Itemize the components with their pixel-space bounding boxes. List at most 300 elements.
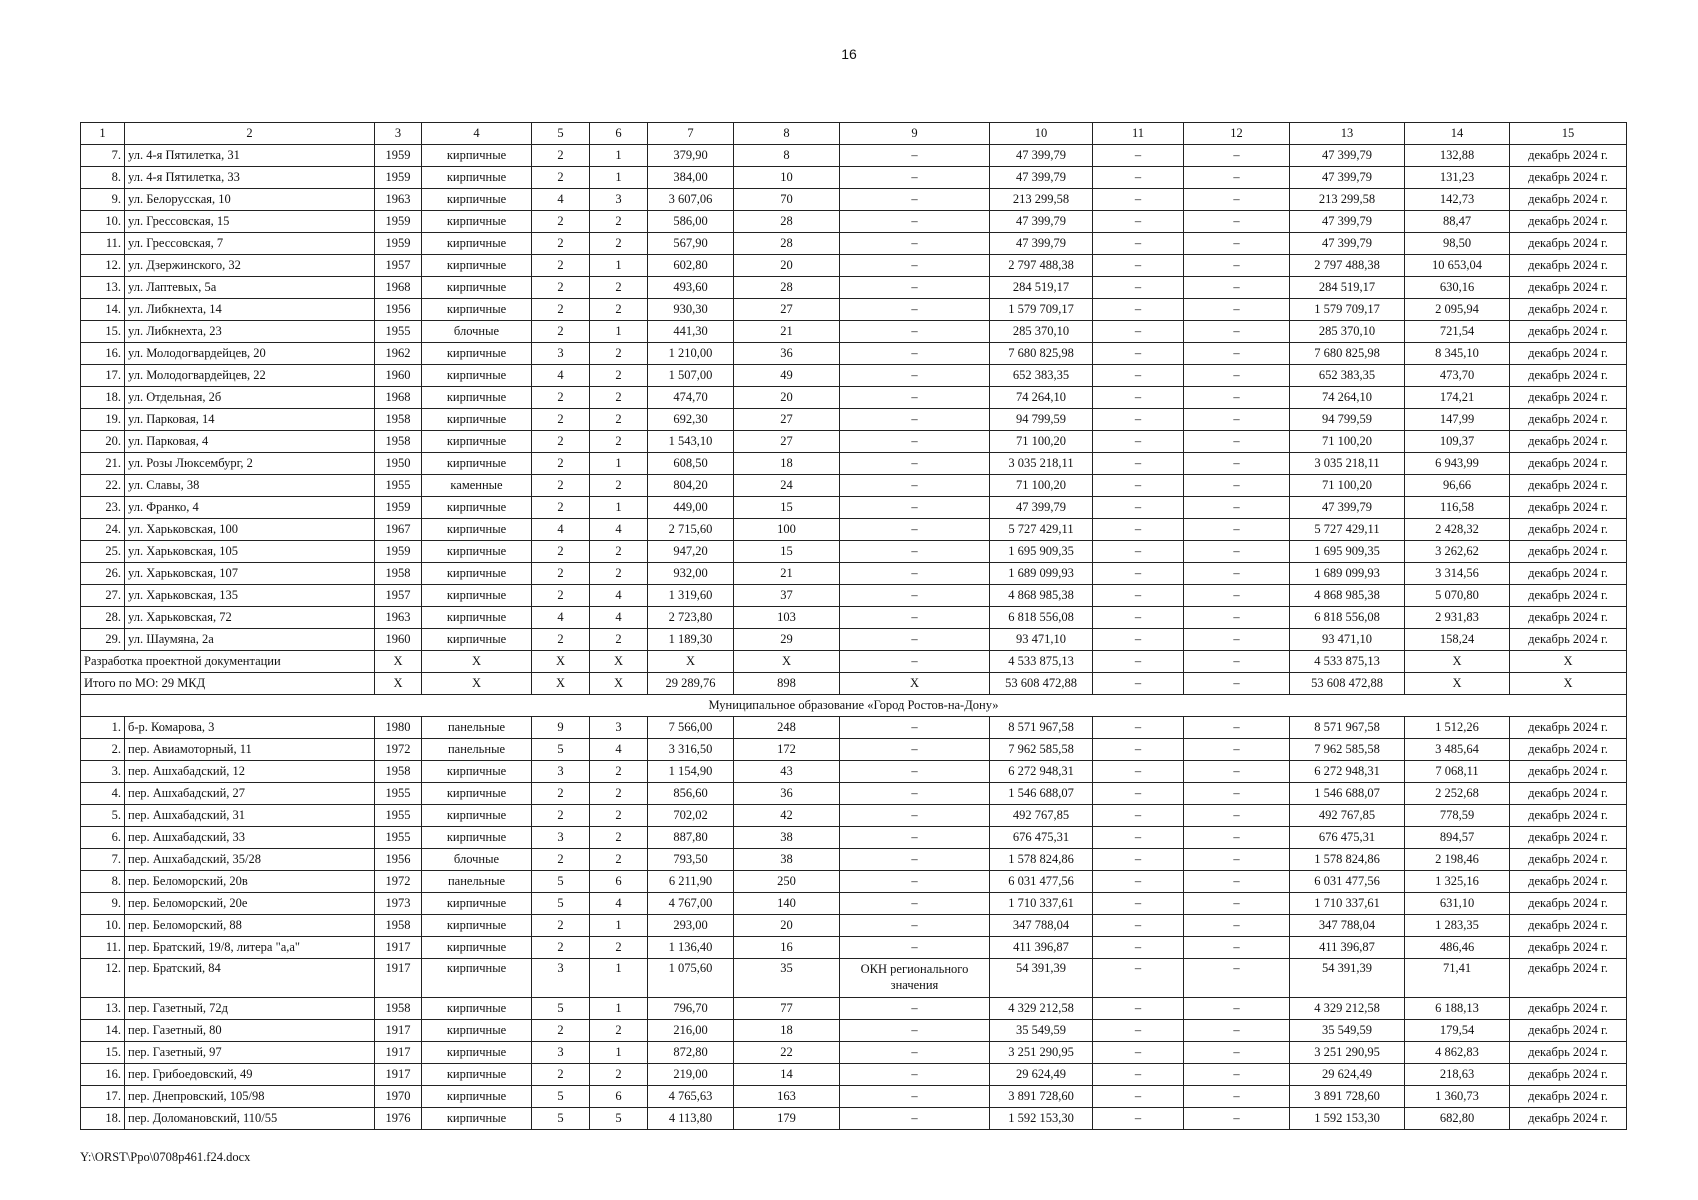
- table-cell: декабрь 2024 г.: [1510, 1020, 1627, 1042]
- table-cell: –: [1184, 805, 1290, 827]
- table-cell: 16.: [81, 343, 125, 365]
- table-cell: X: [590, 673, 648, 695]
- table-cell: 1960: [375, 365, 422, 387]
- table-cell: –: [840, 761, 990, 783]
- table-row: [81, 1086, 1627, 1108]
- table-cell: –: [1184, 871, 1290, 893]
- table-cell: 1 592 153,30: [990, 1108, 1093, 1130]
- column-header: 9: [840, 123, 990, 145]
- table-cell: 213 299,58: [1290, 189, 1405, 211]
- table-cell: 284 519,17: [1290, 277, 1405, 299]
- table-row: [81, 1064, 1627, 1086]
- table-cell: 1959: [375, 145, 422, 167]
- table-cell: 38: [734, 849, 840, 871]
- table-cell: 1956: [375, 849, 422, 871]
- table-cell: 16: [734, 937, 840, 959]
- table-cell: –: [1093, 189, 1184, 211]
- address-cell: пер. Ашхабадский, 35/28: [125, 849, 375, 871]
- table-cell: 3 035 218,11: [1290, 453, 1405, 475]
- table-cell: 285 370,10: [1290, 321, 1405, 343]
- table-cell: –: [1184, 915, 1290, 937]
- table-cell: –: [1093, 651, 1184, 673]
- table-cell: 3 607,06: [648, 189, 734, 211]
- table-cell: 2.: [81, 739, 125, 761]
- table-cell: 1 507,00: [648, 365, 734, 387]
- table-cell: 17.: [81, 365, 125, 387]
- table-cell: 2: [532, 783, 590, 805]
- table-cell: 219,00: [648, 1064, 734, 1086]
- address-cell: ул. Белорусская, 10: [125, 189, 375, 211]
- table-cell: 19.: [81, 409, 125, 431]
- table-cell: 47 399,79: [990, 145, 1093, 167]
- section-title: Муниципальное образование «Город Ростов-на-Дону»: [81, 695, 1627, 717]
- address-cell: ул. Харьковская, 100: [125, 519, 375, 541]
- table-cell: –: [840, 255, 990, 277]
- table-cell: 4: [590, 585, 648, 607]
- table-cell: 1959: [375, 167, 422, 189]
- table-cell: блочные: [422, 321, 532, 343]
- table-cell: –: [840, 497, 990, 519]
- table-cell: 1 154,90: [648, 761, 734, 783]
- table-cell: 96,66: [1405, 475, 1510, 497]
- table-cell: 4 868 985,38: [1290, 585, 1405, 607]
- table-cell: 116,58: [1405, 497, 1510, 519]
- table-row: [81, 409, 1627, 431]
- address-cell: пер. Газетный, 80: [125, 1020, 375, 1042]
- table-cell: 8.: [81, 167, 125, 189]
- table-cell: 29 624,49: [1290, 1064, 1405, 1086]
- table-row: [81, 541, 1627, 563]
- table-cell: 47 399,79: [990, 497, 1093, 519]
- table-cell: кирпичные: [422, 145, 532, 167]
- table-cell: 449,00: [648, 497, 734, 519]
- table-cell: –: [1184, 409, 1290, 431]
- table-cell: X: [1510, 673, 1627, 695]
- table-cell: 88,47: [1405, 211, 1510, 233]
- table-cell: –: [1184, 497, 1290, 519]
- table-cell: –: [1184, 365, 1290, 387]
- table-cell: –: [1184, 998, 1290, 1020]
- table-cell: –: [1093, 255, 1184, 277]
- table-cell: 1955: [375, 475, 422, 497]
- table-cell: –: [1184, 453, 1290, 475]
- table-cell: кирпичные: [422, 783, 532, 805]
- table-cell: 2: [590, 343, 648, 365]
- table-cell: 682,80: [1405, 1108, 1510, 1130]
- table-cell: 631,10: [1405, 893, 1510, 915]
- table-cell: 2: [532, 277, 590, 299]
- table-cell: –: [1093, 277, 1184, 299]
- table-cell: 27: [734, 409, 840, 431]
- table-cell: 47 399,79: [990, 233, 1093, 255]
- table-cell: 702,02: [648, 805, 734, 827]
- table-cell: 1 695 909,35: [1290, 541, 1405, 563]
- table-cell: 23.: [81, 497, 125, 519]
- table-cell: 7.: [81, 849, 125, 871]
- table-cell: –: [1093, 1064, 1184, 1086]
- address-cell: ул. Шаумяна, 2а: [125, 629, 375, 651]
- table-cell: декабрь 2024 г.: [1510, 211, 1627, 233]
- table-cell: 7.: [81, 145, 125, 167]
- address-cell: ул. Дзержинского, 32: [125, 255, 375, 277]
- table-cell: 10: [734, 167, 840, 189]
- table-cell: 98,50: [1405, 233, 1510, 255]
- table-cell: декабрь 2024 г.: [1510, 805, 1627, 827]
- address-cell: пер. Братский, 19/8, литера "а,а": [125, 937, 375, 959]
- table-cell: 2: [590, 629, 648, 651]
- table-cell: –: [1184, 959, 1290, 998]
- table-cell: 1: [590, 167, 648, 189]
- table-cell: 4 765,63: [648, 1086, 734, 1108]
- table-cell: 486,46: [1405, 937, 1510, 959]
- table-cell: 10 653,04: [1405, 255, 1510, 277]
- table-cell: декабрь 2024 г.: [1510, 629, 1627, 651]
- address-cell: пер. Беломорский, 20в: [125, 871, 375, 893]
- table-cell: 630,16: [1405, 277, 1510, 299]
- table-cell: декабрь 2024 г.: [1510, 167, 1627, 189]
- heritage-note-cell: ОКН регионального значения: [840, 959, 990, 998]
- table-cell: панельные: [422, 871, 532, 893]
- table-cell: –: [840, 915, 990, 937]
- table-cell: 1958: [375, 998, 422, 1020]
- address-cell: ул. Либкнехта, 14: [125, 299, 375, 321]
- table-cell: 27.: [81, 585, 125, 607]
- table-cell: –: [1184, 783, 1290, 805]
- table-cell: 2: [590, 1064, 648, 1086]
- table-cell: 2: [532, 497, 590, 519]
- table-cell: –: [1093, 849, 1184, 871]
- column-header: 2: [125, 123, 375, 145]
- table-row: [81, 761, 1627, 783]
- table-cell: 1: [590, 998, 648, 1020]
- section-row: [81, 695, 1627, 717]
- table-cell: 2: [532, 167, 590, 189]
- table-cell: –: [840, 1108, 990, 1130]
- table-row: [81, 343, 1627, 365]
- table-cell: 163: [734, 1086, 840, 1108]
- table-cell: 1 695 909,35: [990, 541, 1093, 563]
- address-cell: ул. Молодогвардейцев, 22: [125, 365, 375, 387]
- table-cell: –: [840, 475, 990, 497]
- table-cell: –: [840, 387, 990, 409]
- table-cell: –: [840, 189, 990, 211]
- table-cell: кирпичные: [422, 255, 532, 277]
- table-header: [81, 123, 1627, 145]
- table-cell: 71 100,20: [1290, 475, 1405, 497]
- table-cell: –: [1093, 431, 1184, 453]
- table-cell: 47 399,79: [1290, 167, 1405, 189]
- table-cell: 652 383,35: [1290, 365, 1405, 387]
- table-cell: 2: [532, 849, 590, 871]
- table-cell: кирпичные: [422, 959, 532, 998]
- table-cell: –: [840, 805, 990, 827]
- footer-file-path: Y:\ORST\Ppo\0708p461.f24.docx: [80, 1150, 251, 1164]
- table-cell: –: [840, 871, 990, 893]
- table-cell: 93 471,10: [990, 629, 1093, 651]
- table-cell: 6 943,99: [1405, 453, 1510, 475]
- table-cell: 179: [734, 1108, 840, 1130]
- table-cell: кирпичные: [422, 607, 532, 629]
- table-cell: 6: [590, 1086, 648, 1108]
- table-cell: 2: [590, 387, 648, 409]
- table-cell: 140: [734, 893, 840, 915]
- table-cell: 1958: [375, 563, 422, 585]
- table-cell: панельные: [422, 739, 532, 761]
- table-cell: –: [840, 1064, 990, 1086]
- table-cell: –: [1184, 167, 1290, 189]
- table-cell: 2 198,46: [1405, 849, 1510, 871]
- table-cell: кирпичные: [422, 167, 532, 189]
- address-cell: ул. Парковая, 4: [125, 431, 375, 453]
- total-row: [81, 673, 1627, 695]
- table-cell: 4 533 875,13: [1290, 651, 1405, 673]
- table-cell: 4: [590, 519, 648, 541]
- table-cell: 2 428,32: [1405, 519, 1510, 541]
- table-cell: декабрь 2024 г.: [1510, 365, 1627, 387]
- table-cell: –: [1184, 563, 1290, 585]
- table-cell: 1917: [375, 1020, 422, 1042]
- table-row: [81, 893, 1627, 915]
- table-cell: 94 799,59: [990, 409, 1093, 431]
- table-cell: кирпичные: [422, 893, 532, 915]
- table-row: [81, 915, 1627, 937]
- table-cell: –: [1184, 585, 1290, 607]
- table-cell: 2: [532, 431, 590, 453]
- table-cell: 2: [532, 145, 590, 167]
- table-cell: –: [840, 783, 990, 805]
- table-cell: 1 283,35: [1405, 915, 1510, 937]
- table-cell: декабрь 2024 г.: [1510, 585, 1627, 607]
- table-cell: кирпичные: [422, 409, 532, 431]
- table-cell: –: [840, 453, 990, 475]
- address-cell: пер. Авиамоторный, 11: [125, 739, 375, 761]
- table-cell: декабрь 2024 г.: [1510, 915, 1627, 937]
- table-cell: –: [1093, 145, 1184, 167]
- table-cell: 54 391,39: [990, 959, 1093, 998]
- table-cell: –: [840, 651, 990, 673]
- table-cell: 1967: [375, 519, 422, 541]
- address-cell: пер. Газетный, 97: [125, 1042, 375, 1064]
- table-cell: 1972: [375, 739, 422, 761]
- table-cell: декабрь 2024 г.: [1510, 541, 1627, 563]
- table-cell: 22.: [81, 475, 125, 497]
- address-cell: ул. Отдельная, 2б: [125, 387, 375, 409]
- table-cell: 3 316,50: [648, 739, 734, 761]
- table-cell: 1 136,40: [648, 937, 734, 959]
- table-row: [81, 431, 1627, 453]
- table-cell: –: [1184, 937, 1290, 959]
- table-cell: 5: [532, 998, 590, 1020]
- table-cell: 1959: [375, 233, 422, 255]
- table-cell: –: [840, 563, 990, 585]
- table-cell: 77: [734, 998, 840, 1020]
- table-row: [81, 937, 1627, 959]
- table-cell: –: [840, 541, 990, 563]
- table-cell: кирпичные: [422, 365, 532, 387]
- table-cell: –: [1093, 717, 1184, 739]
- table-cell: 3 262,62: [1405, 541, 1510, 563]
- table-cell: X: [1405, 651, 1510, 673]
- table-row: [81, 739, 1627, 761]
- table-cell: 22: [734, 1042, 840, 1064]
- table-cell: 53 608 472,88: [990, 673, 1093, 695]
- table-cell: –: [1184, 1064, 1290, 1086]
- table-cell: 1: [590, 145, 648, 167]
- table-cell: 778,59: [1405, 805, 1510, 827]
- table-cell: 4 767,00: [648, 893, 734, 915]
- table-cell: X: [532, 651, 590, 673]
- table-cell: 1962: [375, 343, 422, 365]
- table-cell: 5: [532, 1086, 590, 1108]
- table-cell: декабрь 2024 г.: [1510, 893, 1627, 915]
- table-cell: –: [1184, 893, 1290, 915]
- table-cell: 2 723,80: [648, 607, 734, 629]
- table-cell: 213 299,58: [990, 189, 1093, 211]
- table-cell: –: [1093, 299, 1184, 321]
- table-cell: –: [1093, 893, 1184, 915]
- table-cell: 411 396,87: [1290, 937, 1405, 959]
- table-cell: 796,70: [648, 998, 734, 1020]
- table-cell: декабрь 2024 г.: [1510, 189, 1627, 211]
- table-cell: 2: [532, 475, 590, 497]
- table-cell: –: [1184, 299, 1290, 321]
- table-cell: –: [840, 1086, 990, 1108]
- table-cell: 3: [532, 827, 590, 849]
- table-cell: –: [1093, 998, 1184, 1020]
- table-cell: 2 797 488,38: [990, 255, 1093, 277]
- table-cell: 70: [734, 189, 840, 211]
- table-cell: 8 571 967,58: [1290, 717, 1405, 739]
- table-cell: 602,80: [648, 255, 734, 277]
- table-cell: 6 818 556,08: [990, 607, 1093, 629]
- table-cell: 856,60: [648, 783, 734, 805]
- table-cell: кирпичные: [422, 563, 532, 585]
- table-cell: 2: [590, 783, 648, 805]
- table-cell: 652 383,35: [990, 365, 1093, 387]
- table-cell: –: [1093, 1020, 1184, 1042]
- table-row: [81, 585, 1627, 607]
- table-row: [81, 1108, 1627, 1130]
- table-cell: –: [1184, 387, 1290, 409]
- table-cell: 2: [590, 563, 648, 585]
- column-header: 12: [1184, 123, 1290, 145]
- table-cell: –: [1093, 1108, 1184, 1130]
- table-cell: 6 272 948,31: [990, 761, 1093, 783]
- table-cell: 1 689 099,93: [990, 563, 1093, 585]
- table-cell: 608,50: [648, 453, 734, 475]
- table-cell: 8 345,10: [1405, 343, 1510, 365]
- table-cell: 158,24: [1405, 629, 1510, 651]
- table-cell: декабрь 2024 г.: [1510, 475, 1627, 497]
- table-cell: X: [375, 673, 422, 695]
- table-cell: X: [590, 651, 648, 673]
- table-cell: –: [1184, 431, 1290, 453]
- table-cell: –: [1093, 915, 1184, 937]
- table-cell: 4 868 985,38: [990, 585, 1093, 607]
- table-cell: 2: [590, 937, 648, 959]
- table-cell: –: [1093, 783, 1184, 805]
- table-cell: 18.: [81, 387, 125, 409]
- table-cell: кирпичные: [422, 761, 532, 783]
- table-cell: 250: [734, 871, 840, 893]
- table-cell: 347 788,04: [1290, 915, 1405, 937]
- table-cell: 1 592 153,30: [1290, 1108, 1405, 1130]
- table-cell: –: [1184, 629, 1290, 651]
- table-cell: –: [840, 717, 990, 739]
- table-cell: –: [1184, 717, 1290, 739]
- table-cell: 2 715,60: [648, 519, 734, 541]
- table-cell: 20.: [81, 431, 125, 453]
- table-cell: 1: [590, 321, 648, 343]
- table-cell: 20: [734, 255, 840, 277]
- table-cell: 4 329 212,58: [1290, 998, 1405, 1020]
- table-row: [81, 453, 1627, 475]
- table-cell: декабрь 2024 г.: [1510, 1042, 1627, 1064]
- table-cell: –: [1093, 321, 1184, 343]
- table-cell: декабрь 2024 г.: [1510, 519, 1627, 541]
- table-cell: 9: [532, 717, 590, 739]
- table-cell: –: [1093, 453, 1184, 475]
- table-cell: декабрь 2024 г.: [1510, 255, 1627, 277]
- table-cell: 3 035 218,11: [990, 453, 1093, 475]
- table-cell: –: [1093, 409, 1184, 431]
- table-cell: 5 727 429,11: [990, 519, 1093, 541]
- table-cell: кирпичные: [422, 431, 532, 453]
- table-cell: –: [1093, 233, 1184, 255]
- table-cell: X: [840, 673, 990, 695]
- table-cell: 1956: [375, 299, 422, 321]
- table-cell: 1963: [375, 607, 422, 629]
- table-cell: –: [1184, 607, 1290, 629]
- table-cell: кирпичные: [422, 827, 532, 849]
- table-cell: 29 624,49: [990, 1064, 1093, 1086]
- table-cell: –: [840, 937, 990, 959]
- table-cell: 567,90: [648, 233, 734, 255]
- table-cell: 13.: [81, 277, 125, 299]
- table-cell: –: [1184, 519, 1290, 541]
- table-cell: 2: [590, 409, 648, 431]
- table-cell: 7 962 585,58: [990, 739, 1093, 761]
- table-cell: –: [1184, 145, 1290, 167]
- table-cell: –: [1093, 541, 1184, 563]
- table-cell: 887,80: [648, 827, 734, 849]
- table-cell: 7 068,11: [1405, 761, 1510, 783]
- table-cell: 1 710 337,61: [1290, 893, 1405, 915]
- table-cell: –: [1184, 1020, 1290, 1042]
- table-cell: 1958: [375, 761, 422, 783]
- table-cell: 28.: [81, 607, 125, 629]
- table-cell: 74 264,10: [990, 387, 1093, 409]
- table-cell: 15: [734, 541, 840, 563]
- table-cell: декабрь 2024 г.: [1510, 409, 1627, 431]
- table-cell: 47 399,79: [1290, 497, 1405, 519]
- table-cell: 1958: [375, 915, 422, 937]
- table-cell: X: [734, 651, 840, 673]
- table-cell: кирпичные: [422, 343, 532, 365]
- table-cell: –: [1093, 211, 1184, 233]
- table-cell: декабрь 2024 г.: [1510, 497, 1627, 519]
- table-cell: 1 319,60: [648, 585, 734, 607]
- table-cell: 1955: [375, 321, 422, 343]
- table-cell: –: [1093, 167, 1184, 189]
- table-cell: –: [1184, 1042, 1290, 1064]
- column-header: 7: [648, 123, 734, 145]
- table-cell: X: [648, 651, 734, 673]
- table-cell: 37: [734, 585, 840, 607]
- address-cell: пер. Ашхабадский, 27: [125, 783, 375, 805]
- table-cell: 5.: [81, 805, 125, 827]
- table-cell: 1959: [375, 497, 422, 519]
